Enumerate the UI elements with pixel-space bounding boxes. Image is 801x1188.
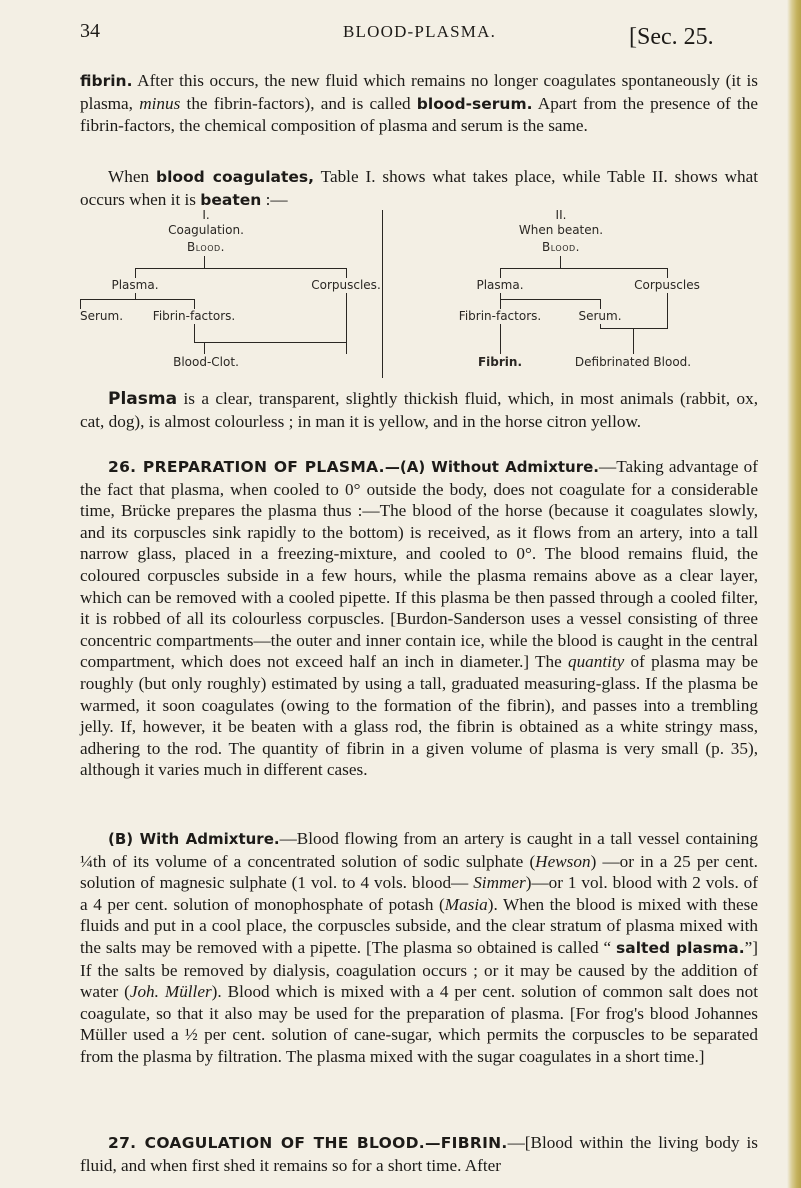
term-beaten: beaten: [200, 190, 262, 209]
diagram-2-fibrin-factors: Fibrin-factors.: [458, 309, 542, 323]
citation-hewson: Hewson: [535, 851, 591, 871]
subheading-with-admixture: (B) With Admixture.: [108, 830, 280, 848]
citation-masia: Masia: [444, 894, 488, 914]
diagram-2-corpuscles: Corpuscles: [634, 278, 700, 292]
paragraph-plasma: Plasma is a clear, transparent, slightly thickish fluid, which, in most animals (rabbit, ox, cat, dog), is almost colourless ; in man it is yellow, and in the horse citron yellow.: [80, 389, 758, 431]
page-edge: [787, 0, 801, 1188]
diagram-1-title: Coagulation.: [168, 223, 244, 237]
diagram-2-numeral: II.: [555, 208, 567, 222]
paragraph-tables: When blood coagulates, Table I. shows what takes place, while Table II. shows what occurs when it is beaten :—: [80, 167, 758, 209]
diagram-1-corpuscles: Corpuscles.: [311, 278, 381, 292]
column-divider: [382, 210, 383, 378]
diagram-1-fibrin-factors: Fibrin-factors.: [152, 309, 236, 323]
citation-joh-muller: Joh. Müller: [129, 982, 212, 1002]
term-plasma: Plasma: [108, 389, 178, 409]
diagram-2-defibrinated-blood: Defibrinated Blood.: [574, 355, 692, 369]
section-27-heading: 27. COAGULATION OF THE BLOOD.—FIBRIN.: [108, 1134, 508, 1152]
diagram-2-title: When beaten.: [518, 223, 604, 237]
diagram-1-numeral: I.: [202, 208, 210, 222]
paragraph-intro: fibrin. After this occurs, the new fluid which remains no longer coagulates spontaneously (it is plasma, minus the fibrin-factors), and is called blood-serum. Apart from the presence of the fibrin-factors, the chemical composition of plasma and serum is the same.: [80, 71, 758, 136]
diagram-1-root: Blood.: [187, 240, 225, 254]
citation-simmer: Simmer: [473, 873, 526, 893]
emphasis-minus: minus: [139, 93, 181, 113]
emphasis-quantity: quantity: [567, 652, 625, 672]
section-27-paragraph: 27. COAGULATION OF THE BLOOD.—FIBRIN.—[Blood within the living body is fluid, and when first shed it remains so for a short time. After: [80, 1133, 758, 1175]
page-number: 34: [80, 20, 100, 42]
diagram-2-plasma: Plasma.: [476, 278, 524, 292]
section-26-paragraph-b: (B) With Admixture.—Blood flowing from an artery is caught in a tall vessel containing ¼th of its volume of a concentrated solution of sodic sulphate (Hewson) —or in a 25 per cent. solution of magnesic sulphate (1 vol. to 4 vols. blood— Simmer)—or 1 vol. blood with 2 vols. of a 4 per cent. solution of monophosphate of potash (Masia). When the blood is mixed with these fluids and put in a cool place, the corpuscles subside, and the clear stratum of plasma mixed with the salts may be removed with a pipette. [The plasma so obtained is called “ salted plasma.”] If the salts be removed by dialysis, coagulation occurs ; or it may be caused by the addition of water (Joh. Müller). Blood which is mixed with a 4 per cent. solution of common salt does not coagulate, so that it also may be used for the preparation of plasma. [For frog's blood Johannes Müller used a ½ per cent. solution of cane-sugar, which permits the corpuscles to be separated from the plasma by filtration. The plasma mixed with the sugar coagulates in a short time.]: [80, 829, 759, 1066]
term-blood-coagulates: blood coagulates,: [155, 168, 315, 186]
diagram-1-plasma: Plasma.: [111, 278, 159, 292]
section-26-paragraph-a: 26. PREPARATION OF PLASMA.—(A) Without Admixture.—Taking advantage of the fact that plasma, when cooled to 0° outside the body, does not coagulate for a considerable time, Brücke prepares the plasma thus :—The blood of the horse (because it coagulates slowly, and its corpuscles sink rapidly to the bottom) is received, as it flows from an artery, into a tall narrow glass, placed in a freezing-mixture, and cooled to 0°. The blood remains fluid, the coloured corpuscles subside in a few hours, while the plasma remains above as a clear layer, which can be removed with a cooled pipette. If this plasma be then passed through a cooled filter, it is robbed of all its colourless corpuscles. [Burdon-Sanderson uses a vessel consisting of three concentric compartments—the outer and inner contain ice, while the blood is caught in the central compartment, which does not exceed half an inch in diameter.] The quantity of plasma may be roughly (but only roughly) estimated by using a tall, graduated measuring-glass. If the plasma be warmed, it soon coagulates (owing to the formation of the fibrin), and passes into a trembling jelly. If, however, it be beaten with a glass rod, the fibrin is obtained as a white stringy mass, adhering to the rod. The quantity of fibrin in a given volume of plasma is very small (p. 35), although it varies much in different cases.: [80, 457, 758, 780]
diagram-2-root: Blood.: [542, 240, 580, 254]
diagram-2-fibrin: Fibrin.: [477, 355, 523, 369]
diagram-1-serum: Serum.: [80, 309, 124, 323]
term-fibrin: fibrin.: [80, 72, 133, 90]
term-salted-plasma: salted plasma.: [616, 938, 745, 957]
diagram-2-serum: Serum.: [578, 309, 622, 323]
section-marker: [Sec. 25.: [629, 24, 714, 50]
running-header: [0, 18, 801, 48]
term-blood-serum: blood-serum.: [416, 94, 533, 113]
section-26-heading: 26. PREPARATION OF PLASMA.: [108, 458, 385, 476]
subheading-without-admixture: —(A) Without Admixture.: [384, 458, 599, 476]
running-title: BLOOD-PLASMA.: [343, 22, 497, 41]
diagram-1-blood-clot: Blood-Clot.: [173, 355, 239, 369]
